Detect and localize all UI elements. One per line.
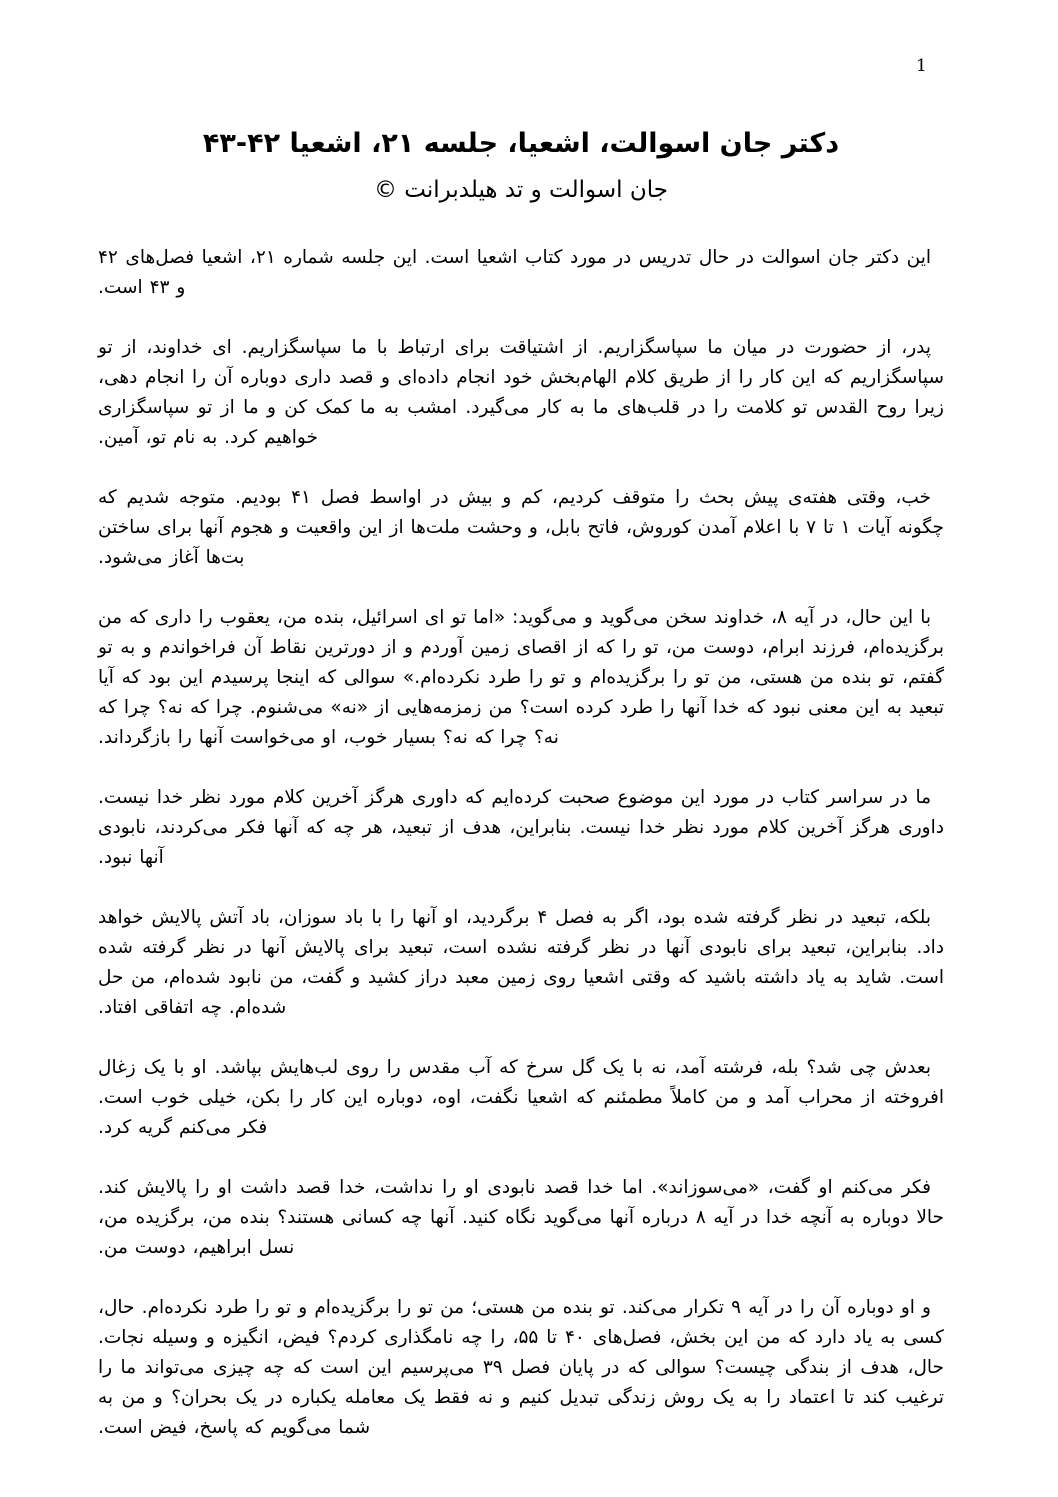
paragraph-exile: بلکه، تبعید در نظر گرفته شده بود، اگر به فصل ۴ برگردید، او آنها را با باد سوزان، باد آتش پالایش خواهد داد. بنابراین، تبعید برای نابودی آنها در نظر گرفته نشده است، تبعید برای پالایش آنها در نظر گرفته شده است. شاید به یاد داشته باشید که وقتی اشعیا روی زمین معبد دراز کشید و گفت، من نابود شده‌ام، من حل شده‌ام. چه اتفاقی افتاد.: [98, 907, 944, 1018]
document-byline: جان اسوالت و تد هیلدبرانت ©: [373, 177, 668, 203]
paragraph-prayer: پدر، از حضورت در میان ما سپاسگزاریم. از اشتیاقت برای ارتباط با ما سپاسگزاریم. ای خداوند، از تو سپاسگزاریم که این کار را از طریق کلام الهام‌بخش خود انجام داده‌ای و قصد داری دوباره آن را انجام دهی، زیرا روح القدس تو کلامت را در قلب‌های ما به کار می‌گیرد. امشب به ما کمک کن و ما از تو سپاسگزاری خواهیم کرد. به نام تو، آمین.: [98, 337, 944, 448]
document-title: دکتر جان اسوالت، اشعیا، جلسه ۲۱، اشعیا ۴۲-۴۳: [202, 128, 840, 159]
paragraph-recap: خب، وقتی هفته‌ی پیش بحث را متوقف کردیم، کم و بیش در اواسط فصل ۴۱ بودیم. متوجه شدیم که چگونه آیات ۱ تا ۷ با اعلام آمدن کوروش، فاتح بابل، و وحشت ملت‌ها از این واقعیت و هجوم آنها برای ساختن بت‌ها آغاز می‌شود.: [98, 487, 944, 568]
paragraph-intro: این دکتر جان اسوالت در حال تدریس در مورد کتاب اشعیا است. این جلسه شماره ۲۱، اشعیا فصل‌های ۴۲ و ۴۳ است.: [98, 247, 931, 298]
paragraph-verse9-grace: و او دوباره آن را در آیه ۹ تکرار می‌کند. تو بنده من هستی؛ من تو را برگزیده‌ام و تو را طرد نکرده‌ام. حال، کسی به یاد دارد که من این بخش، فصل‌های ۴۰ تا ۵۵، را چه نامگذاری کردم؟ فیض، انگیزه و وسیله نجات. حال، هدف از بندگی چیست؟ سوالی که در پایان فصل ۳۹ می‌پرسیم این است که چه چیزی می‌تواند ما را ترغیب کند تا اعتماد را به یک روش زندگی تبدیل کنیم و نه فقط یک معامله یکباره در یک بحران؟ و من به شما می‌گویم که پاسخ، فیض است.: [98, 1297, 944, 1438]
paragraph-angel: بعدش چی شد؟ بله، فرشته آمد، نه با یک گل سرخ که آب مقدس را روی لب‌هایش بپاشد. او با یک زغال افروخته از محراب آمد و من کاملاً مطمئنم که اشعیا نگفت، اوه، دوباره این کار را بکن، خیلی خوب است. فکر می‌کنم گریه کرد.: [98, 1057, 944, 1138]
paragraph-judgment: ما در سراسر کتاب در مورد این موضوع صحبت کرده‌ایم که داوری هرگز آخرین کلام مورد نظر خدا نیست. داوری هرگز آخرین کلام مورد نظر خدا نیست. بنابراین، هدف از تبعید، هر چه که آنها فکر می‌کردند، نابودی آنها نبود.: [98, 787, 944, 868]
page-number: 1: [916, 56, 927, 76]
document-body: [98, 243, 944, 1443]
paragraph-refine: فکر می‌کنم او گفت، «می‌سوزاند». اما خدا قصد نابودی او را نداشت، خدا قصد داشت او را پالایش کند. حالا دوباره به آنچه خدا در آیه ۸ درباره آنها می‌گوید نگاه کنید. آنها چه کسانی هستند؟ بنده من، برگزیده من، نسل ابراهیم، دوست من.: [98, 1177, 944, 1258]
paragraph-verse8: با این حال، در آیه ۸، خداوند سخن می‌گوید و می‌گوید: «اما تو ای اسرائیل، بنده من، یعقوب را داری که من برگزیده‌ام، فرزند ابرام، دوست من، تو را که از اقصای زمین آوردم و از دورترین نقاط آن فراخواندم و به تو گفتم، تو بنده من هستی، من تو را برگزیده‌ام و تو را طرد نکرده‌ام.» سوالی که اینجا پرسیدم این بود که آیا تبعید به این معنی نبود که خدا آنها را طرد کرده است؟ من زمزمه‌هایی از «نه» می‌شنوم. چرا که نه؟ چرا که نه؟ چرا که نه؟ بسیار خوب، او می‌خواست آنها را بازگرداند.: [98, 607, 944, 748]
page-content: [98, 0, 944, 1473]
